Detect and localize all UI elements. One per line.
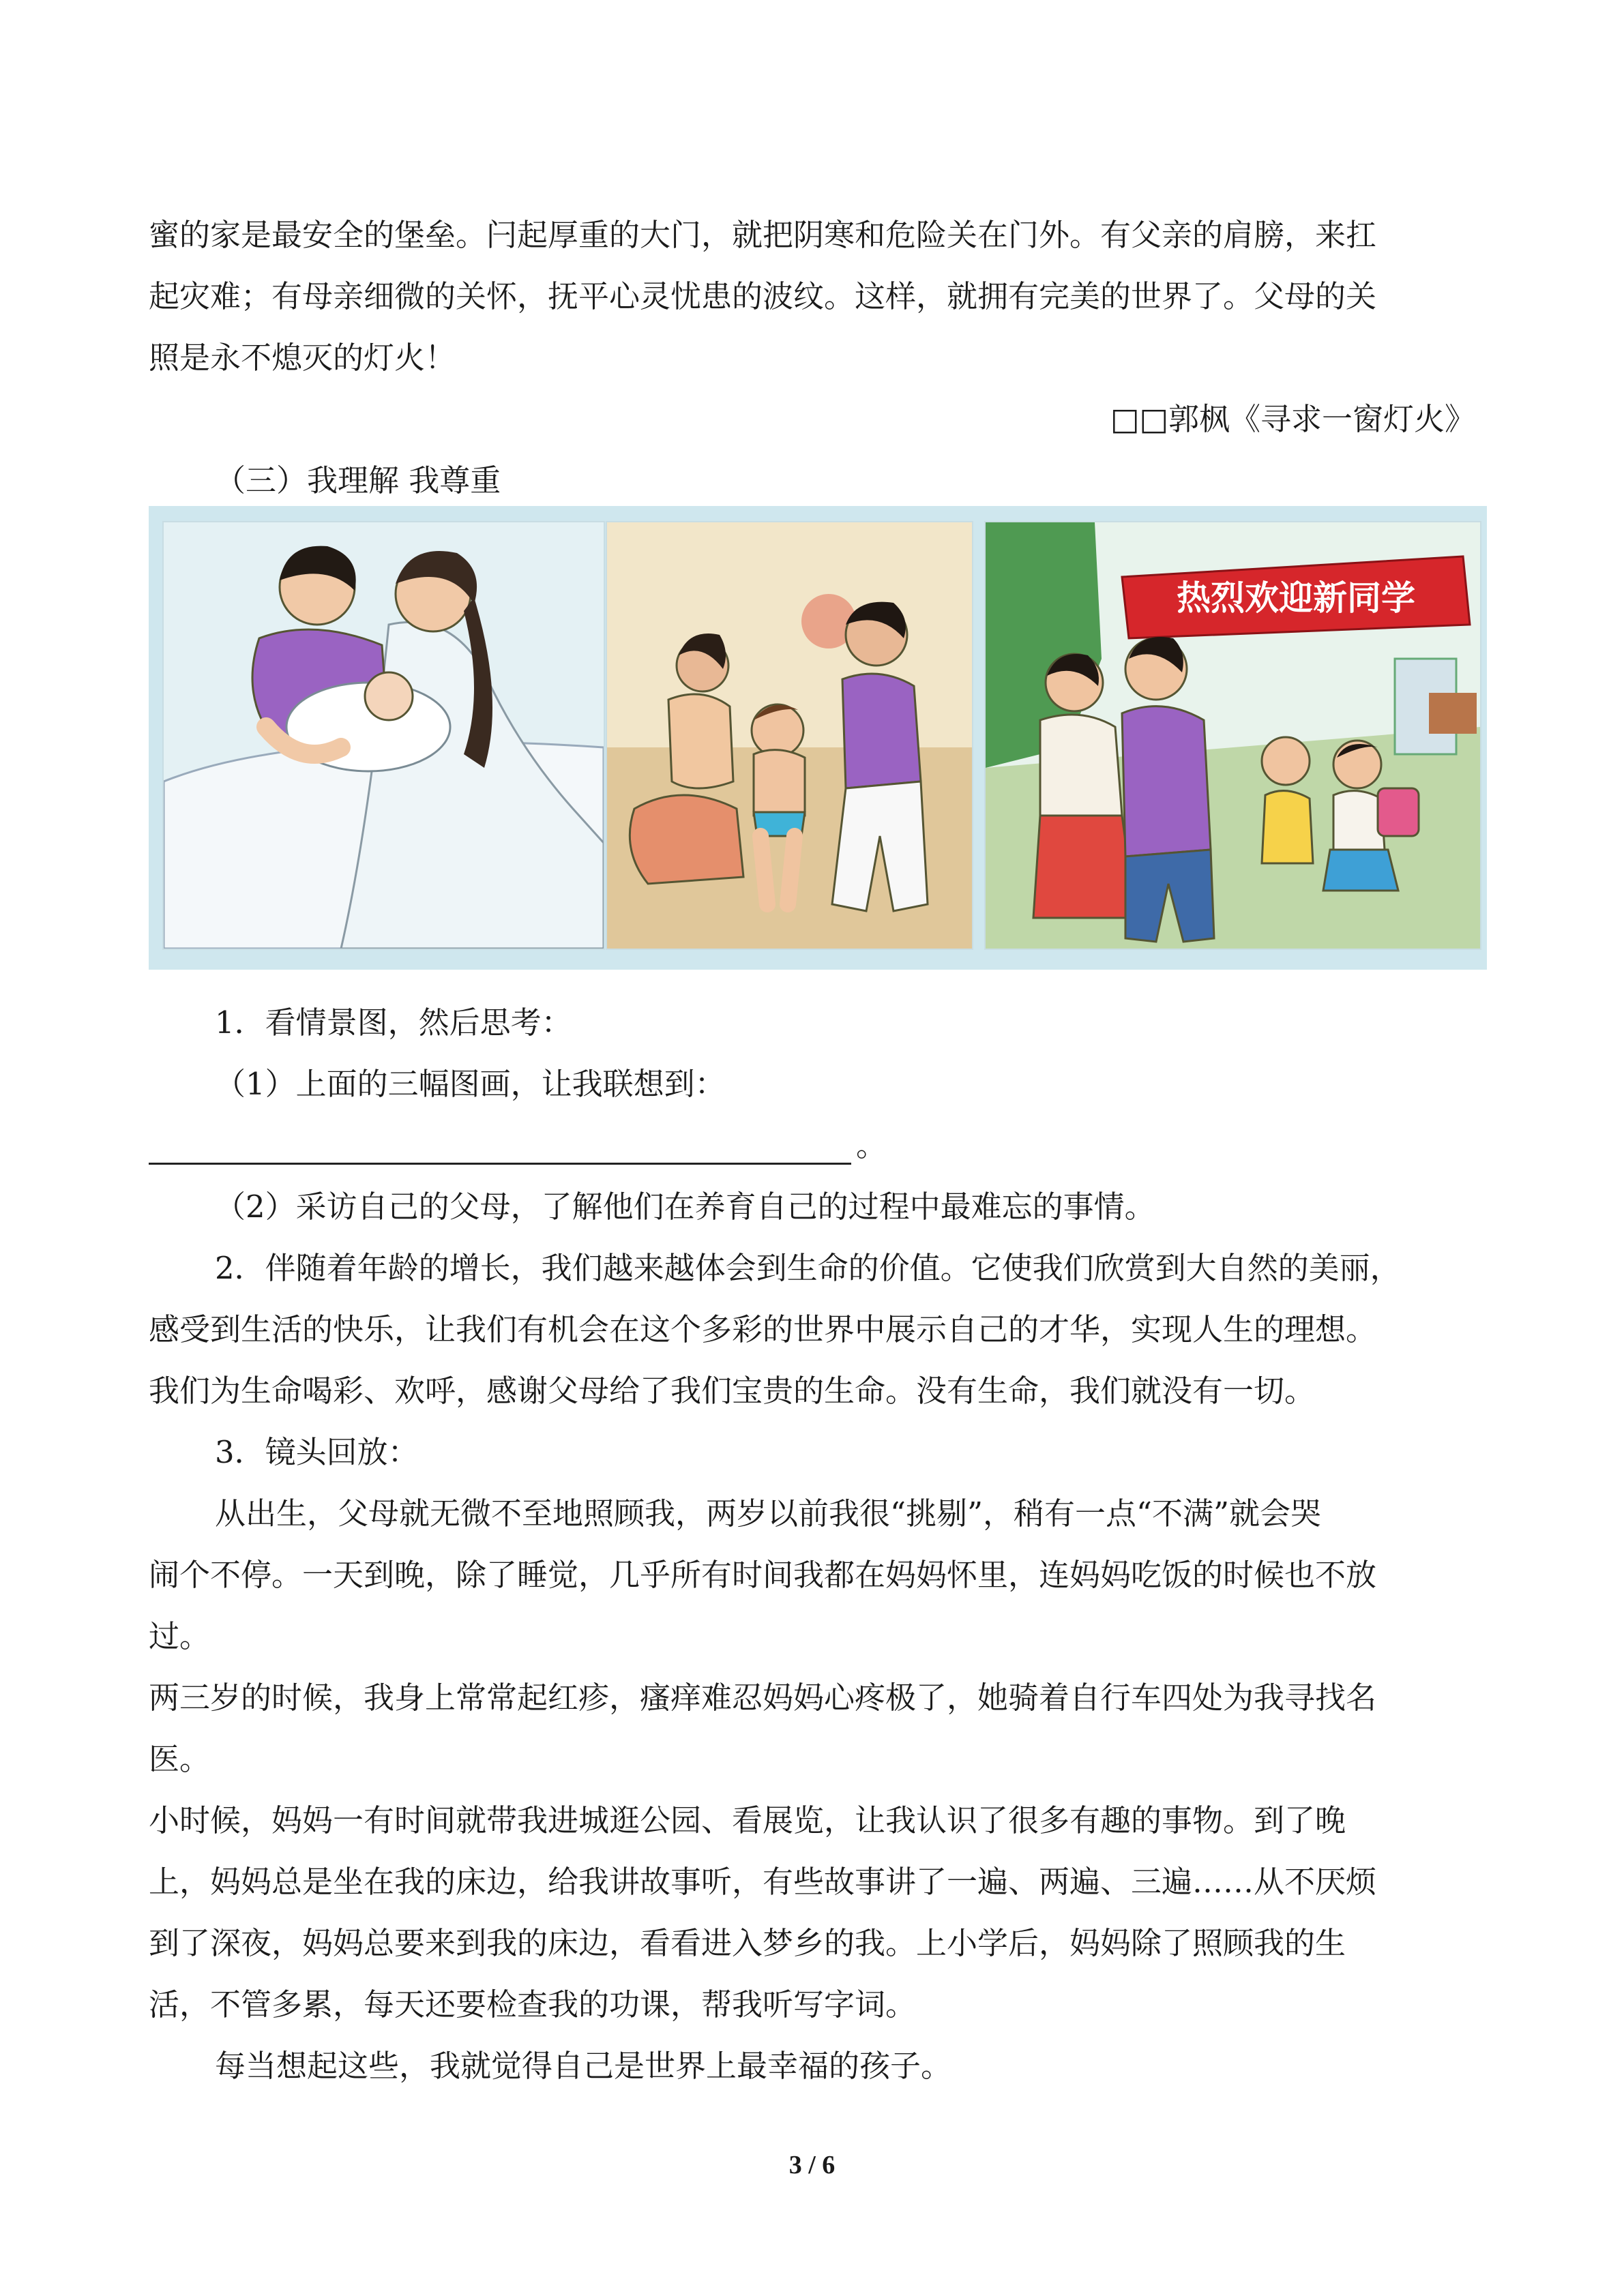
question-1-2: （2）采访自己的父母，了解他们在养育自己的过程中最难忘的事情。 [215, 1189, 1155, 1225]
story-line: 每当想起这些，我就觉得自己是世界上最幸福的孩子。 [215, 2048, 952, 2084]
story-line: 过。 [149, 1618, 211, 1654]
paragraph-line: 照是永不熄灭的灯火！ [149, 340, 456, 376]
page-number: 3 / 6 [788, 2151, 836, 2179]
question-1-1: （1）上面的三幅图画，让我联想到： [215, 1066, 726, 1102]
story-line: 闹个不停。一天到晚，除了睡觉，几乎所有时间我都在妈妈怀里，连妈妈吃饭的时候也不放 [149, 1557, 1377, 1593]
story-line: 活，不管多累，每天还要检查我的功课，帮我听写字词。 [149, 1986, 917, 2023]
hospital-scene-image [162, 521, 605, 950]
question-1: 1．看情景图，然后思考： [215, 1004, 572, 1041]
story-line: 两三岁的时候，我身上常常起红疹，瘙痒难忍妈妈心疼极了，她骑着自行车四处为我寻找名 [149, 1680, 1377, 1716]
story-line: 医。 [149, 1741, 211, 1777]
school-welcome-scene-image [984, 521, 1481, 950]
story-line: 从出生，父母就无微不至地照顾我，两岁以前我很“挑剔”，稍有一点“不满”就会哭 [215, 1495, 1322, 1532]
story-line: 到了深夜，妈妈总要来到我的床边，看看进入梦乡的我。上小学后，妈妈除了照顾我的生 [149, 1925, 1346, 1961]
story-line: 小时候，妈妈一有时间就带我进城逛公园、看展览，让我认识了很多有趣的事物。到了晚 [149, 1802, 1346, 1838]
paragraph-line: 蜜的家是最安全的堡垒。闩起厚重的大门，就把阴寒和危险关在门外。有父亲的肩膀，来扛 [149, 217, 1377, 253]
answer-blank-line[interactable] [149, 1163, 851, 1165]
story-line: 上，妈妈总是坐在我的床边，给我讲故事听，有些故事讲了一遍、两遍、三遍……从不厌烦 [149, 1864, 1377, 1900]
welcome-banner-text: 热烈欢迎新同学 [1177, 578, 1415, 618]
first-steps-scene-image [606, 521, 973, 950]
question-2-line: 感受到生活的快乐，让我们有机会在这个多彩的世界中展示自己的才华，实现人生的理想。 [149, 1311, 1377, 1347]
question-2-line: 我们为生命喝彩、欢呼，感谢父母给了我们宝贵的生命。没有生命，我们就没有一切。 [149, 1373, 1316, 1409]
paragraph-line: 起灾难；有母亲细微的关怀，抚平心灵忧患的波纹。这样，就拥有完美的世界了。父母的关 [149, 278, 1377, 314]
answer-blank-period: 。 [856, 1127, 887, 1163]
question-2-line: 2．伴随着年龄的增长，我们越来越体会到生命的价值。它使我们欣赏到大自然的美丽， [215, 1250, 1401, 1286]
question-3: 3．镜头回放： [215, 1434, 419, 1470]
section-heading: （三）我理解 我尊重 [215, 462, 501, 498]
quote-attribution: □□郭枫《寻求一窗灯火》 [1110, 401, 1475, 437]
scene-illustration [149, 506, 1487, 970]
